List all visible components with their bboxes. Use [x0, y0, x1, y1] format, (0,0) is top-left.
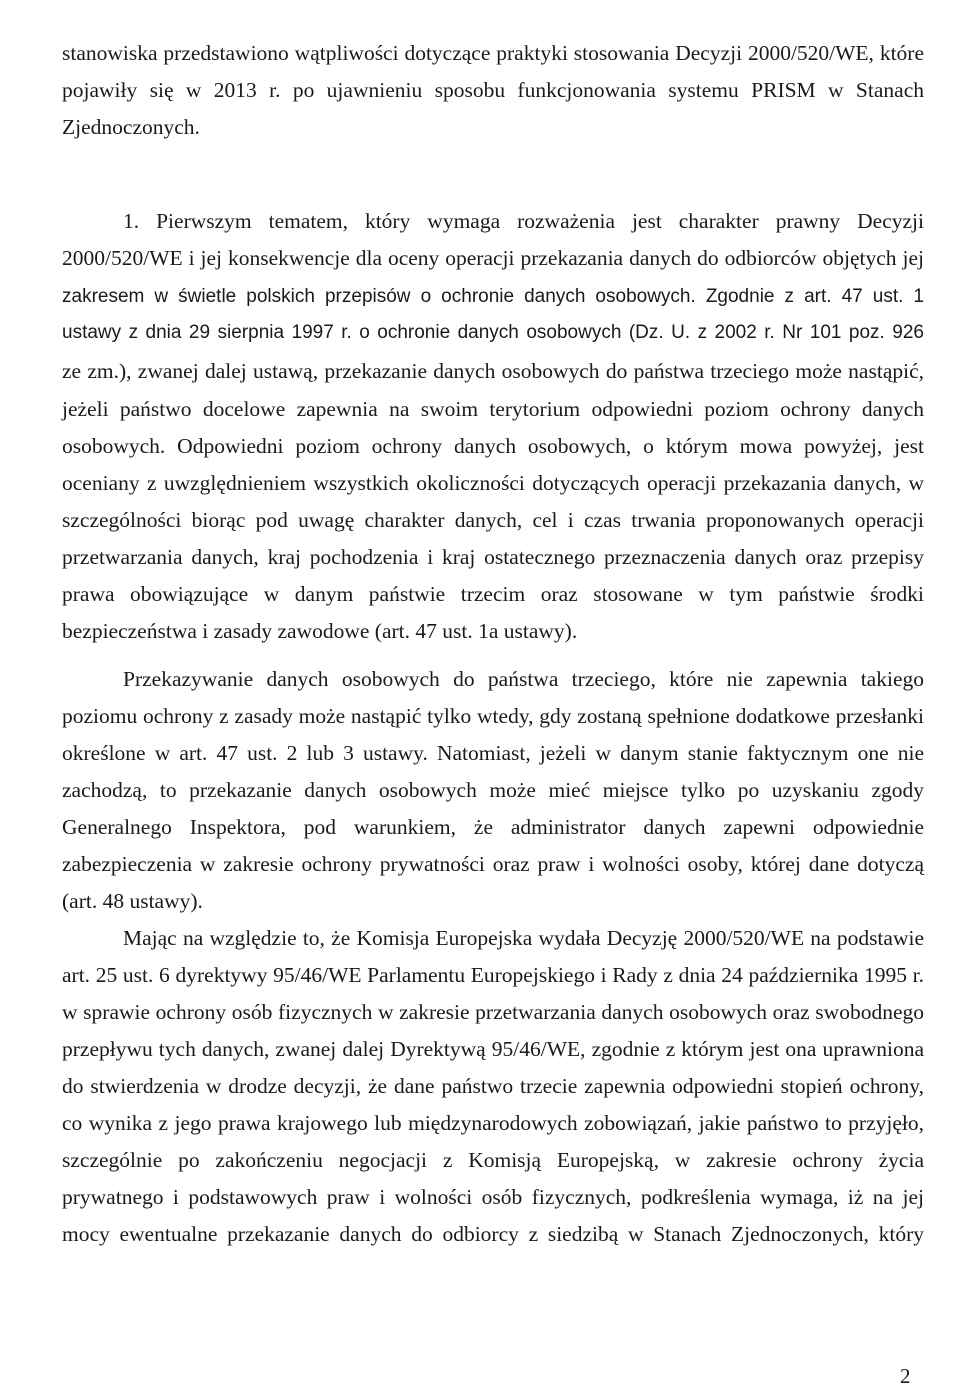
text-line: zakresem w świetle polskich przepisów o ochronie danych osobowych. Zgodnie z art. 47 ust. 1 [62, 286, 924, 307]
text-line: ustawy z dnia 29 sierpnia 1997 r. o ochronie danych osobowych (Dz. U. z 2002 r. Nr 101 poz. 926 [62, 322, 924, 343]
text-line: 2000/520/WE i jej konsekwencje dla oceny operacji przekazania danych do odbiorców objętych jej [62, 246, 924, 270]
text-line: pojawiły się w 2013 r. po ujawnieniu sposobu funkcjonowania systemu PRISM w Stanach [62, 78, 924, 102]
text-line: co wynika z jego prawa krajowego lub międzynarodowych zobowiązań, jakie państwo to przyjęło, [62, 1111, 924, 1135]
text-line: (art. 48 ustawy). [62, 889, 203, 913]
text-line: przepływu tych danych, zwanej dalej Dyrektywą 95/46/WE, zgodnie z którym jest ona uprawniona [62, 1037, 924, 1061]
text-line: osobowych. Odpowiedni poziom ochrony danych osobowych, o którym mowa powyżej, jest [62, 434, 924, 458]
text-line: Zjednoczonych. [62, 115, 200, 139]
text-line: prawa obowiązujące w danym państwie trzecim oraz stosowane w tym państwie środki [62, 582, 924, 606]
text-line: bezpieczeństwa i zasady zawodowe (art. 47 ust. 1a ustawy). [62, 619, 578, 643]
text-line: zabezpieczenia w zakresie ochrony prywatności oraz praw i wolności osoby, której dane dotyczą [62, 852, 924, 876]
text-line: jeżeli państwo docelowe zapewnia na swoim terytorium odpowiedni poziom ochrony danych [62, 397, 924, 421]
text-line: Generalnego Inspektora, pod warunkiem, że administrator danych zapewni odpowiednie [62, 815, 924, 839]
text-line: stanowiska przedstawiono wątpliwości dotyczące praktyki stosowania Decyzji 2000/520/WE, które [62, 41, 924, 65]
text-line: określone w art. 47 ust. 2 lub 3 ustawy. Natomiast, jeżeli w danym stanie faktycznym one nie [62, 741, 924, 765]
text-line: szczególności biorąc pod uwagę charakter danych, cel i czas trwania proponowanych operacji [62, 508, 924, 532]
text-line: Mając na względzie to, że Komisja Europejska wydała Decyzję 2000/520/WE na podstawie [123, 926, 924, 950]
text-line: zachodzą, to przekazanie danych osobowych może mieć miejsce tylko po uzyskaniu zgody [62, 778, 924, 802]
text-line: prywatnego i podstawowych praw i wolności osób fizycznych, podkreślenia wymaga, iż na jej [62, 1185, 924, 1209]
text-line: oceniany z uwzględnieniem wszystkich okoliczności dotyczących operacji przekazania danych, w [62, 471, 924, 495]
text-line: 1. Pierwszym tematem, który wymaga rozważenia jest charakter prawny Decyzji [123, 209, 924, 233]
text-line: do stwierdzenia w drodze decyzji, że dane państwo trzecie zapewnia odpowiedni stopień ochrony, [62, 1074, 924, 1098]
text-line: Przekazywanie danych osobowych do państwa trzeciego, które nie zapewnia takiego [123, 667, 924, 691]
text-line: ze zm.), zwanej dalej ustawą, przekazanie danych osobowych do państwa trzeciego może nastąpić, [62, 359, 924, 383]
page-number: 2 [900, 1364, 911, 1388]
text-line: art. 25 ust. 6 dyrektywy 95/46/WE Parlamentu Europejskiego i Rady z dnia 24 października 1995 r. [62, 963, 924, 987]
text-line: poziomu ochrony z zasady może nastąpić tylko wtedy, gdy zostaną spełnione dodatkowe przesłanki [62, 704, 924, 728]
text-line: mocy ewentualne przekazanie danych do odbiorcy z siedzibą w Stanach Zjednoczonych, który [62, 1222, 924, 1246]
text-line: przetwarzania danych, kraj pochodzenia i kraj ostatecznego przeznaczenia danych oraz przepisy [62, 545, 924, 569]
text-line: w sprawie ochrony osób fizycznych w zakresie przetwarzania danych osobowych oraz swobodnego [62, 1000, 924, 1024]
text-line: szczególnie po zakończeniu negocjacji z Komisją Europejską, w zakresie ochrony życia [62, 1148, 924, 1172]
